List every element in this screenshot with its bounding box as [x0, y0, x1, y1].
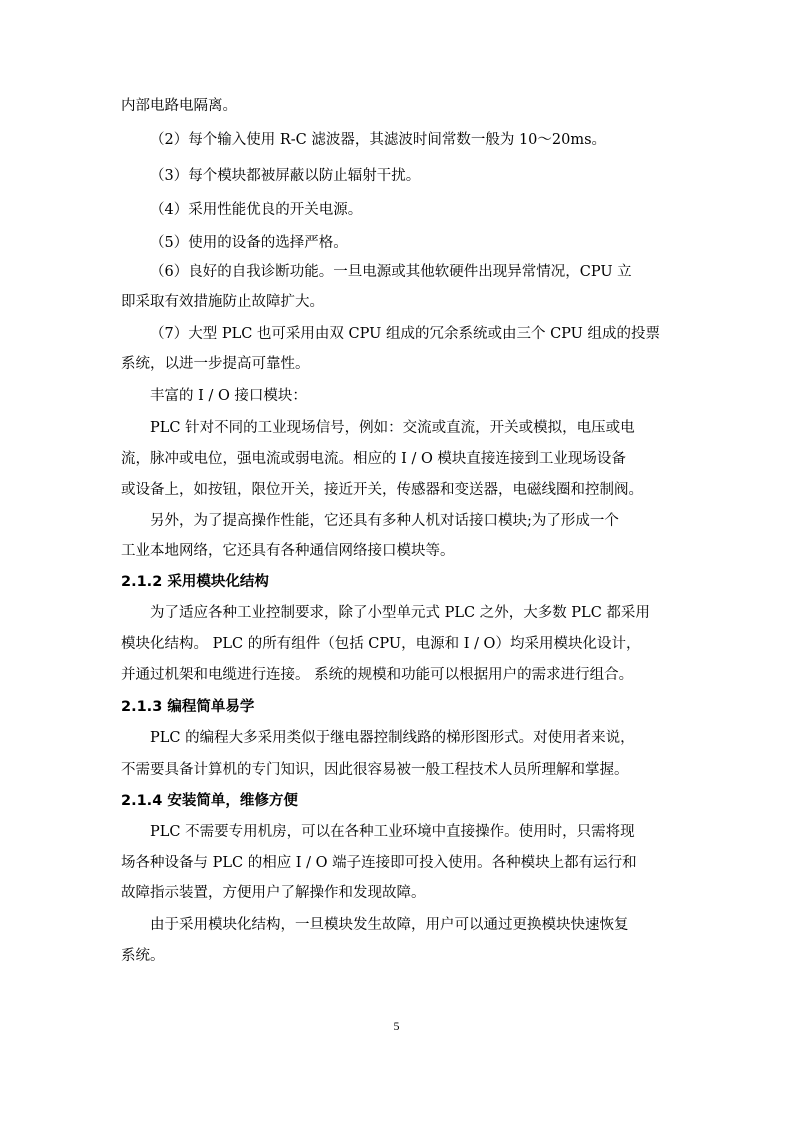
text-line: 场各种设备与 PLC 的相应 I / O 端子连接即可投入使用。各种模块上都有运行和 [121, 855, 637, 871]
text-line: 系统。 [121, 948, 165, 964]
list-item-6: （6）良好的自我诊断功能。一旦电源或其他软硬件出现异常情况，CPU 立 [150, 264, 632, 280]
list-item-7: （7）大型 PLC 也可采用由双 CPU 组成的冗余系统或由三个 CPU 组成的投票 [150, 326, 660, 342]
section-heading-2-1-4: 2.1.4 安装简单，维修方便 [121, 793, 298, 809]
text-line: 模块化结构。 PLC 的所有组件（包括 CPU，电源和 I / O）均采用模块化设计， [121, 636, 641, 652]
text-line: 另外，为了提高操作性能，它还具有多种人机对话接口模块;为了形成一个 [150, 513, 619, 529]
text-line: 并通过机架和电缆进行连接。 系统的规模和功能可以根据用户的需求进行组合。 [121, 667, 634, 683]
list-item-5: （5）使用的设备的选择严格。 [150, 235, 348, 251]
text-line: 由于采用模块化结构，一旦模块发生故障，用户可以通过更换模块快速恢复 [150, 917, 629, 933]
text-line: 工业本地网络，它还具有各种通信网络接口模块等。 [121, 543, 455, 559]
page-number: 5 [393, 1019, 400, 1033]
text-line: 或设备上，如按钮，限位开关，接近开关，传感器和变送器，电磁线圈和控制阀。 [121, 482, 643, 498]
section-heading-2-1-2: 2.1.2 采用模块化结构 [121, 574, 269, 590]
list-item-4: （4）采用性能优良的开关电源。 [150, 202, 363, 218]
text-line: 流，脉冲或电位，强电流或弱电流。相应的 I / O 模块直接连接到工业现场设备 [121, 451, 626, 467]
text-line: 即采取有效措施防止故障扩大。 [121, 294, 324, 310]
section-heading-2-1-3: 2.1.3 编程简单易学 [121, 699, 255, 715]
text-line: PLC 针对不同的工业现场信号，例如：交流或直流，开关或模拟，电压或电 [150, 420, 635, 436]
subheading-io: 丰富的 I / O 接口模块： [150, 388, 307, 404]
text-line: PLC 的编程大多采用类似于继电器控制线路的梯形图形式。对使用者来说， [150, 730, 635, 746]
text-line: PLC 不需要专用机房，可以在各种工业环境中直接操作。使用时，只需将现 [150, 824, 635, 840]
list-item-3: （3）每个模块都被屏蔽以防止辐射干扰。 [150, 168, 421, 184]
text-line: 内部电路电隔离。 [121, 98, 237, 114]
list-item-2: （2）每个输入使用 R-C 滤波器，其滤波时间常数一般为 10～20ms。 [150, 132, 607, 148]
text-line: 不需要具备计算机的专门知识，因此很容易被一般工程技术人员所理解和掌握。 [121, 762, 629, 778]
text-line: 为了适应各种工业控制要求，除了小型单元式 PLC 之外，大多数 PLC 都采用 [150, 605, 650, 621]
text-line: 系统，以进一步提高可靠性。 [121, 356, 310, 372]
text-line: 故障指示装置，方便用户了解操作和发现故障。 [121, 885, 426, 901]
